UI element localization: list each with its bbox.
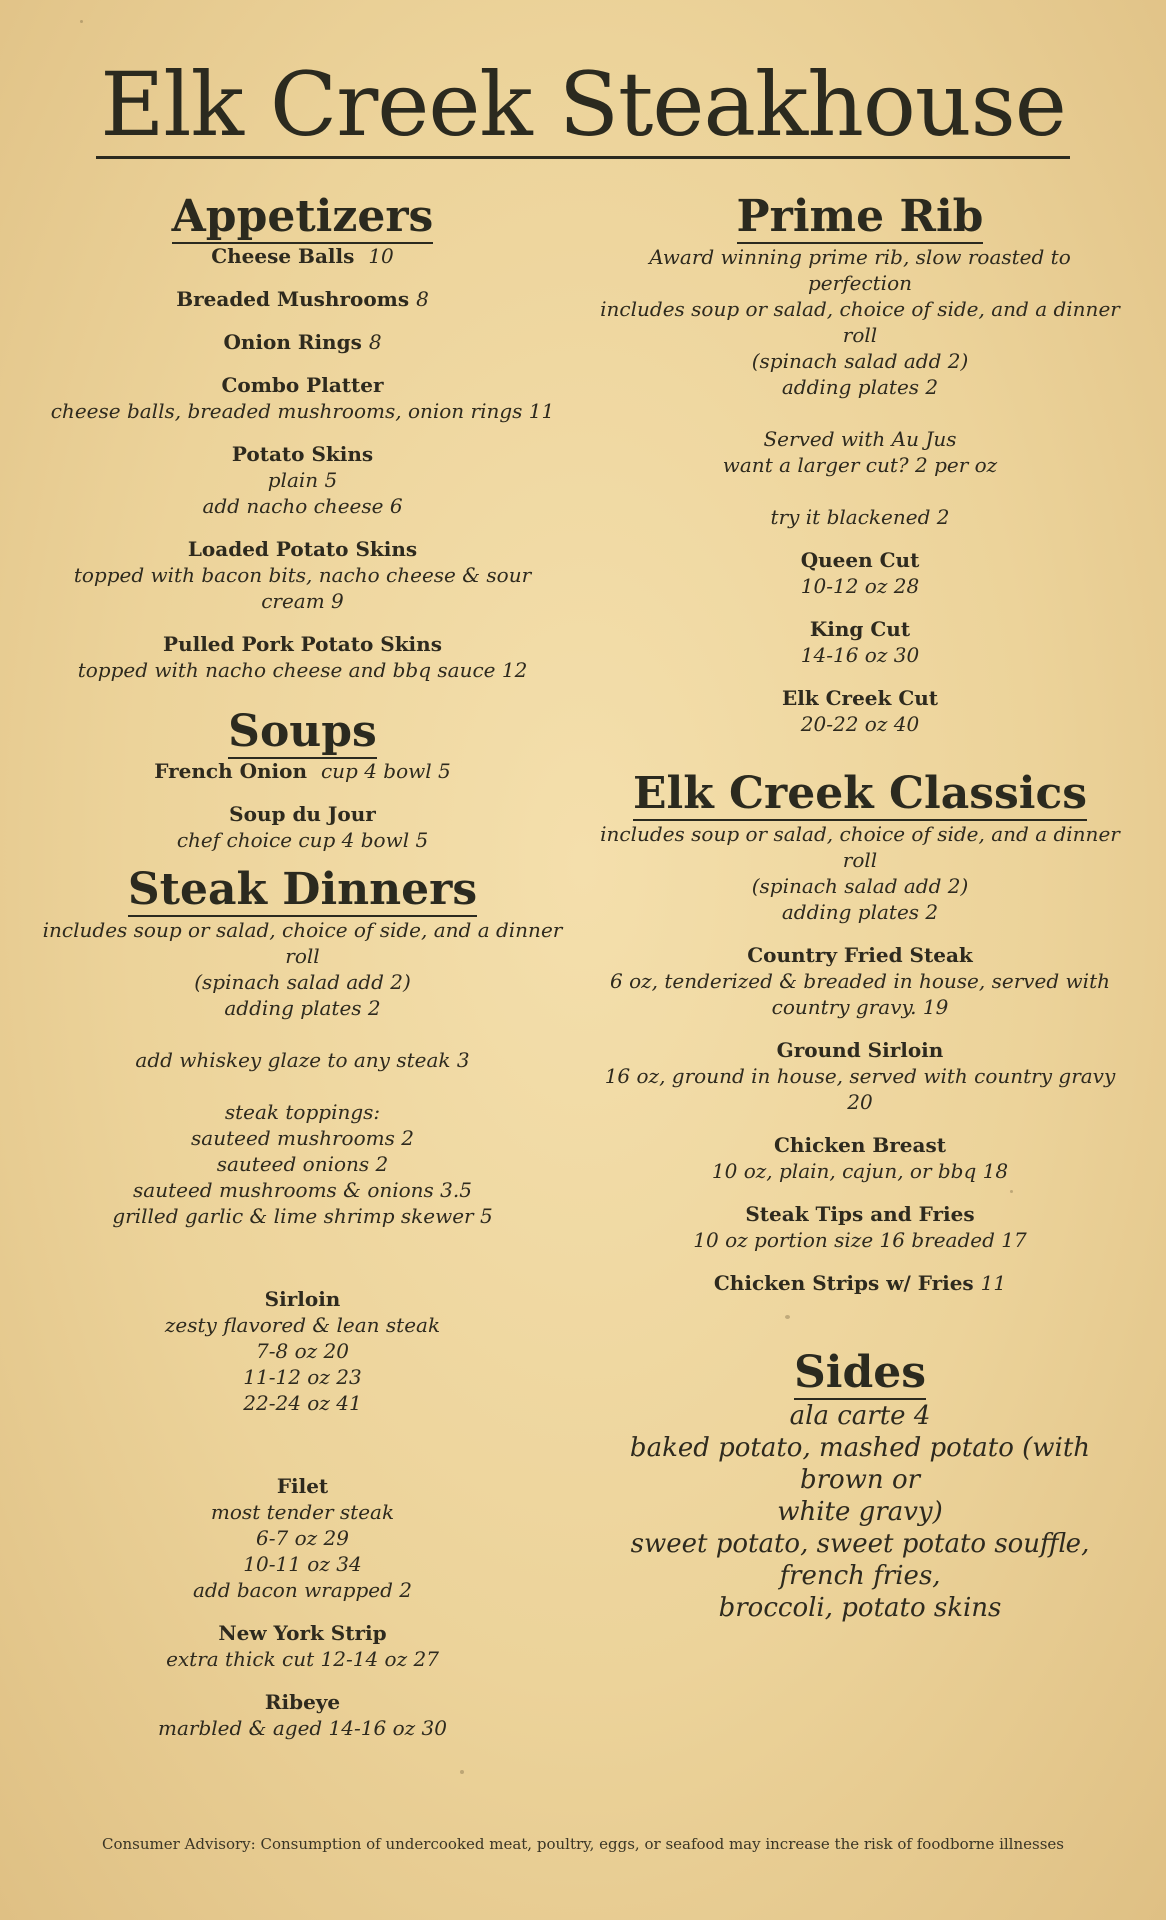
sides-section — [600, 1346, 1120, 1624]
item-description: 22-24 oz 41 — [243, 1391, 362, 1415]
item-description: 10 oz portion size 16 breaded 17 — [693, 1228, 1027, 1252]
item-description: 16 oz, ground in house, served with country gravy 20 — [604, 1064, 1116, 1114]
menu-item — [40, 1287, 565, 1416]
sides-line: baked potato, mashed potato (with brown or — [629, 1433, 1091, 1495]
item-description: country gravy. 19 — [771, 995, 949, 1019]
section-heading: Prime Rib — [736, 191, 984, 242]
menu-item — [40, 759, 565, 784]
menu-item — [600, 1202, 1120, 1253]
item-description: 10-12 oz 28 — [800, 574, 920, 598]
section-note: adding plates 2 — [224, 996, 381, 1020]
item-name: Filet — [276, 1474, 329, 1498]
section-note: includes soup or salad, choice of side, and a dinner roll — [600, 822, 1120, 872]
item-name: Country Fried Steak — [747, 943, 973, 967]
menu-item — [40, 632, 565, 683]
appetizers-section — [40, 190, 565, 683]
item-name: Onion Rings — [223, 330, 362, 354]
menu-item — [40, 1474, 565, 1603]
item-price: 10 — [368, 244, 394, 268]
menu-item — [600, 617, 1120, 668]
paper-speck — [80, 20, 83, 23]
item-name: Loaded Potato Skins — [187, 537, 418, 561]
section-heading: Sides — [793, 1347, 927, 1398]
section-heading: Elk Creek Classics — [632, 768, 1088, 819]
item-name: Ground Sirloin — [776, 1038, 944, 1062]
section-note: adding plates 2 — [781, 375, 939, 399]
menu-item — [600, 1133, 1120, 1184]
item-description: 20-22 oz 40 — [800, 712, 920, 736]
menu-item — [600, 548, 1120, 599]
section-note: (spinach salad add 2) — [751, 874, 969, 898]
item-description: plain 5 — [267, 468, 338, 492]
item-description: topped with nacho cheese and bbq sauce 12 — [77, 658, 528, 682]
soups-section — [40, 705, 565, 853]
item-description: zesty flavored & lean steak — [164, 1313, 441, 1337]
menu-item — [40, 373, 565, 424]
item-description: marbled & aged 14-16 oz 30 — [158, 1716, 447, 1740]
section-note: includes soup or salad, choice of side, and a dinner roll — [42, 918, 563, 968]
section-heading: Appetizers — [171, 191, 434, 242]
item-description: 10-11 oz 34 — [243, 1552, 362, 1576]
menu-item — [40, 1690, 565, 1741]
section-note: adding plates 2 — [781, 900, 939, 924]
item-price: 8 — [368, 330, 382, 354]
item-name: King Cut — [809, 617, 911, 641]
item-name: Combo Platter — [221, 373, 384, 397]
menu-item — [40, 244, 565, 269]
item-name: Cheese Balls — [211, 244, 355, 268]
item-name: New York Strip — [218, 1621, 387, 1645]
section-note: (spinach salad add 2) — [194, 970, 411, 994]
item-name: Queen Cut — [800, 548, 920, 572]
item-description: most tender steak — [210, 1500, 395, 1524]
classics-section — [600, 767, 1120, 1296]
item-price: 11 — [980, 1271, 1007, 1295]
section-heading: Steak Dinners — [127, 864, 478, 915]
item-name: Chicken Breast — [774, 1133, 946, 1157]
item-name: Ribeye — [264, 1690, 341, 1714]
steak-dinners-section — [40, 863, 565, 1741]
item-name: French Onion — [154, 759, 308, 783]
section-note: includes soup or salad, choice of side, and a dinner — [600, 297, 1120, 321]
item-price: 8 — [416, 287, 429, 311]
item-description: 14-16 oz 30 — [800, 643, 920, 667]
item-description: 6 oz, tenderized & breaded in house, served with — [610, 969, 1110, 993]
aujus-note: Served with Au Jus — [763, 427, 957, 451]
toppings-note: steak toppings: — [224, 1100, 381, 1124]
section-note: (spinach salad add 2) — [751, 349, 969, 373]
item-description: add nacho cheese 6 — [202, 494, 403, 518]
item-description: 10 oz, plain, cajun, or bbq 18 — [711, 1159, 1009, 1183]
item-price: cup 4 bowl 5 — [320, 759, 451, 783]
item-description: cheese balls, breaded mushrooms, onion rings 11 — [50, 399, 555, 423]
menu-item — [40, 537, 565, 614]
item-description: topped with bacon bits, nacho cheese & sour cream 9 — [73, 563, 532, 613]
sides-line: ala carte 4 — [789, 1401, 931, 1431]
left-column — [40, 190, 565, 1741]
item-description: chef choice cup 4 bowl 5 — [176, 828, 429, 852]
menu-item — [600, 1271, 1120, 1296]
item-name: Sirloin — [264, 1287, 341, 1311]
item-name: Pulled Pork Potato Skins — [163, 632, 442, 656]
item-description: 11-12 oz 23 — [243, 1365, 362, 1389]
blackened-note: try it blackened 2 — [770, 505, 950, 529]
menu-item — [600, 943, 1120, 1020]
sides-line: french fries, — [779, 1561, 941, 1591]
section-heading: Soups — [228, 706, 377, 757]
item-description: 7-8 oz 20 — [256, 1339, 349, 1363]
toppings-note: sauteed onions 2 — [216, 1152, 389, 1176]
sides-line: broccoli, potato skins — [718, 1593, 1002, 1623]
item-name: Steak Tips and Fries — [745, 1202, 975, 1226]
item-name: Elk Creek Cut — [781, 686, 939, 710]
item-description: 6-7 oz 29 — [256, 1526, 349, 1550]
menu-item — [600, 1038, 1120, 1115]
prime-rib-section — [600, 190, 1120, 737]
menu-item — [40, 330, 565, 355]
aujus-note: want a larger cut? 2 per oz — [722, 453, 998, 477]
section-note: roll — [842, 323, 878, 347]
toppings-note: sauteed mushrooms 2 — [191, 1126, 414, 1150]
section-note: perfection — [808, 271, 912, 295]
item-description: add bacon wrapped 2 — [192, 1578, 413, 1602]
item-name: Soup du Jour — [229, 802, 376, 826]
sides-line: sweet potato, sweet potato souffle, — [630, 1529, 1090, 1559]
section-note: Award winning prime rib, slow roasted to — [649, 245, 1071, 269]
item-description: extra thick cut 12-14 oz 27 — [166, 1647, 439, 1671]
whiskey-note: add whiskey glaze to any steak 3 — [135, 1048, 470, 1072]
restaurant-title: Elk Creek Steakhouse — [0, 55, 1166, 155]
paper-speck — [460, 1770, 464, 1774]
consumer-advisory: Consumer Advisory: Consumption of undercooked meat, poultry, eggs, or seafood may increase the risk of foodborne illnesses — [102, 1835, 1064, 1853]
toppings-note: grilled garlic & lime shrimp skewer 5 — [112, 1204, 493, 1228]
item-name: Potato Skins — [231, 442, 374, 466]
menu-item — [40, 442, 565, 519]
item-name: Chicken Strips w/ Fries — [713, 1271, 974, 1295]
item-name: Breaded Mushrooms — [176, 287, 410, 311]
toppings-note: sauteed mushrooms & onions 3.5 — [133, 1178, 472, 1202]
right-column — [600, 190, 1120, 1624]
menu-item — [40, 287, 565, 312]
menu-item — [600, 686, 1120, 737]
sides-line: white gravy) — [777, 1497, 943, 1527]
menu-item — [40, 802, 565, 853]
menu-item — [40, 1621, 565, 1672]
